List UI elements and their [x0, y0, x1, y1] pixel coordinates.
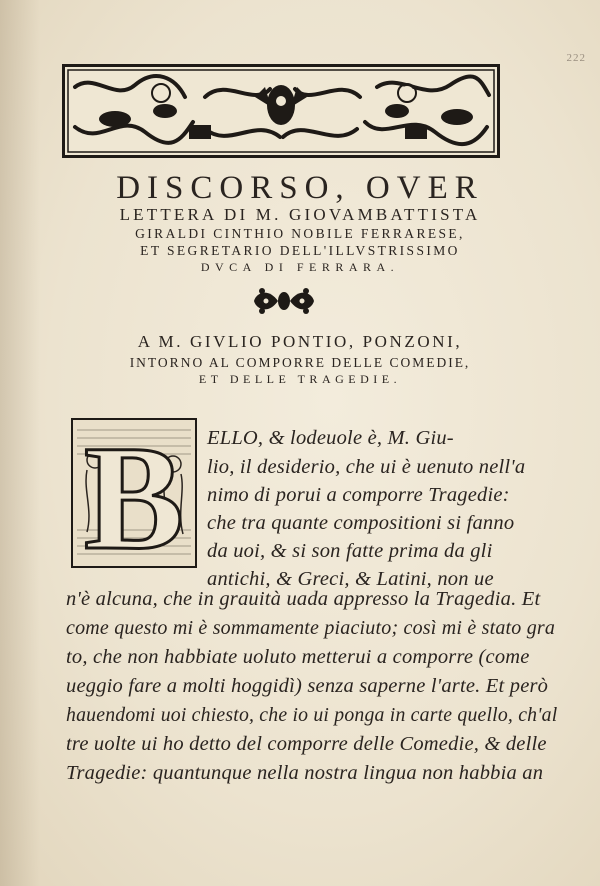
address-line-1: A M. GIVLIO PONTIO, PONZONI, — [137, 332, 463, 351]
body-line: Tragedie: quantunque nella nostra lingua non habbia an — [66, 762, 544, 784]
body-line: nimo di porui a comporre Tragedie: — [207, 484, 510, 506]
initial-woodcut-icon — [73, 420, 195, 566]
title-line-3: GIRALDI CINTHIO NOBILE FERRARESE, — [135, 226, 465, 241]
ornament-headpiece-icon — [65, 67, 497, 155]
title-line-1: DISCORSO, OVER — [116, 170, 484, 206]
body-line: tre uolte ui ho detto del comporre delle Comedie, & delle — [66, 733, 547, 755]
initial-letter: B — [83, 420, 185, 566]
body-line: antichi, & Greci, & Latini, non ue — [207, 568, 494, 590]
body-line: n'è alcuna, che in grauità uada appresso la Tragedia. Et — [66, 588, 541, 610]
body-line: hauendomi uoi chiesto, che io ui ponga in carte quello, ch'al — [66, 704, 558, 726]
page-mark: 222 — [566, 52, 586, 64]
title-line-4: ET SEGRETARIO DELL'ILLVSTRISSIMO — [140, 243, 460, 258]
address-line-2: INTORNO AL COMPORRE DELLE COMEDIE, — [129, 355, 471, 370]
address-line-3: ET DELLE TRAGEDIE. — [198, 372, 402, 386]
body-line: ELLO, & lodeuole è, M. Giu- — [207, 427, 454, 449]
body-line: to, che non habbiate uoluto metterui a comporre (come — [66, 646, 530, 668]
page-gutter-shadow — [0, 0, 40, 886]
title-line-5: DVCA DI FERRARA. — [200, 260, 400, 274]
body-line: che tra quante compositioni si fanno — [207, 512, 515, 534]
body-line: da uoi, & si son fatte prima da gli — [207, 540, 493, 562]
body-line: lio, il desiderio, che ui è uenuto nell'a — [207, 456, 526, 478]
title-line-2: LETTERA DI M. GIOVAMBATTISTA — [119, 205, 481, 224]
body-line: come questo mi è sommamente piaciuto; così mi è stato gra — [66, 617, 556, 639]
body-line: ueggio fare a molti hoggidì) senza saperne l'arte. Et però — [66, 675, 549, 697]
fleuron-ornament-icon — [248, 283, 320, 319]
woodcut-headpiece — [62, 64, 500, 158]
decorated-initial — [71, 418, 197, 568]
